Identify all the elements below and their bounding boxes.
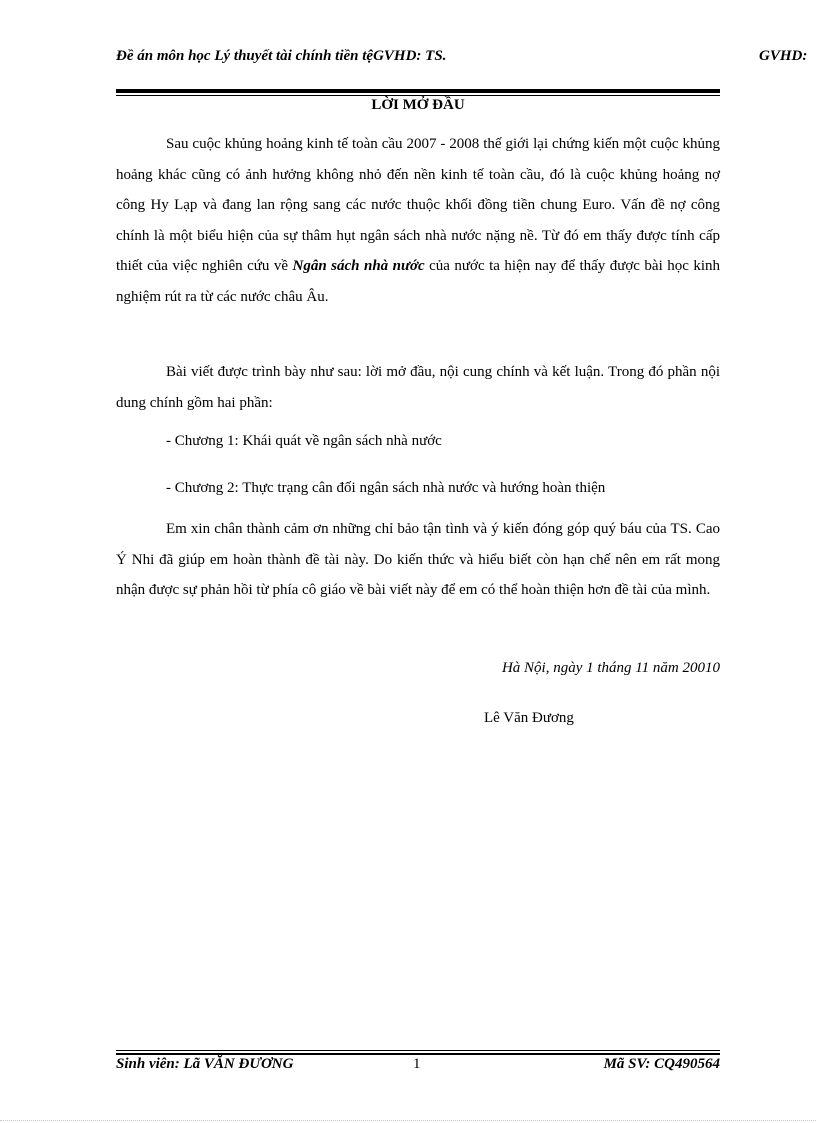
intro-paragraph-1 [116, 129, 720, 312]
chapter-list-item-1: - Chương 1: Khái quát về ngân sách nhà nước [166, 433, 442, 449]
footer-student-name: Sinh viên: Lã VĂN ĐƯƠNG [116, 1056, 294, 1072]
p1-emphasis: Ngân sách nhà nước [292, 258, 425, 274]
footer-rule [116, 1053, 720, 1055]
page-title: LỜI MỞ ĐẦU [371, 97, 465, 113]
chapter-list-item-2-block [116, 473, 720, 504]
header-rule-thick [116, 89, 720, 93]
p1-text-after: của nước ta hiện nay để thấy được bài học kinh nghiệm rút ra từ các nước châu Âu. [116, 258, 720, 305]
p1-text-before: Sau cuộc khủng hoảng kinh tế toàn cầu 2007 - 2008 thế giới lại chứng kiến một cuộc khủng hoảng khác cũng có ảnh hưởng không nhỏ đến nền kinh tế toàn cầu, đó là cuộc khủng hoảng nợ công Hy Lạp và đang lan rộng sang các nước thuộc khối đồng tiền chung Euro. Vấn đề nợ công chính là một biểu hiện của sự thâm hụt ngân sách nhà nước nặng nề. Từ đó em thấy được tính cấp thiết của việc nghiên cứu về [116, 136, 720, 274]
page-footer [116, 1056, 720, 1078]
intro-paragraph-2: Bài viết được trình bày như sau: lời mở đầu, nội cung chính và kết luận. Trong đó phần nội dung chính gồm hai phần: [116, 364, 720, 411]
footer-page-number: 1 [413, 1056, 421, 1072]
page-bottom-border [0, 1120, 816, 1121]
header-rule-thin [116, 95, 720, 96]
page-header [116, 48, 816, 70]
chapter-list-item-2: - Chương 2: Thực trạng cân đối ngân sách nhà nước và hướng hoàn thiện [166, 480, 606, 496]
intro-paragraph-3: Em xin chân thành cảm ơn những chỉ bảo tận tình và ý kiến đóng góp quý báu của TS. Cao Ý Nhi đã giúp em hoàn thành đề tài này. Do kiến thức và hiểu biết còn hạn chế nên em rất mong nhận được sự phản hồi từ phía cô giáo về bài viết này để em có thể hoàn thiện hơn đề tài của mình. [116, 521, 720, 598]
intro-paragraph-2-block [116, 357, 720, 418]
footer-rule-thin [116, 1050, 720, 1051]
chapter-list-item-1-block [116, 426, 720, 457]
author-signature: Lê Văn Đương [484, 710, 574, 726]
header-advisor-label: GVHD: [759, 48, 808, 64]
place-date: Hà Nội, ngày 1 tháng 11 năm 20010 [501, 660, 720, 676]
intro-paragraph-3-block [116, 514, 720, 606]
footer-student-id: Mã SV: CQ490564 [603, 1056, 720, 1072]
intro-paragraph-1-block [116, 129, 720, 312]
header-title: Đề án môn học Lý thuyết tài chính tiền tệGVHD: TS. [116, 48, 447, 64]
